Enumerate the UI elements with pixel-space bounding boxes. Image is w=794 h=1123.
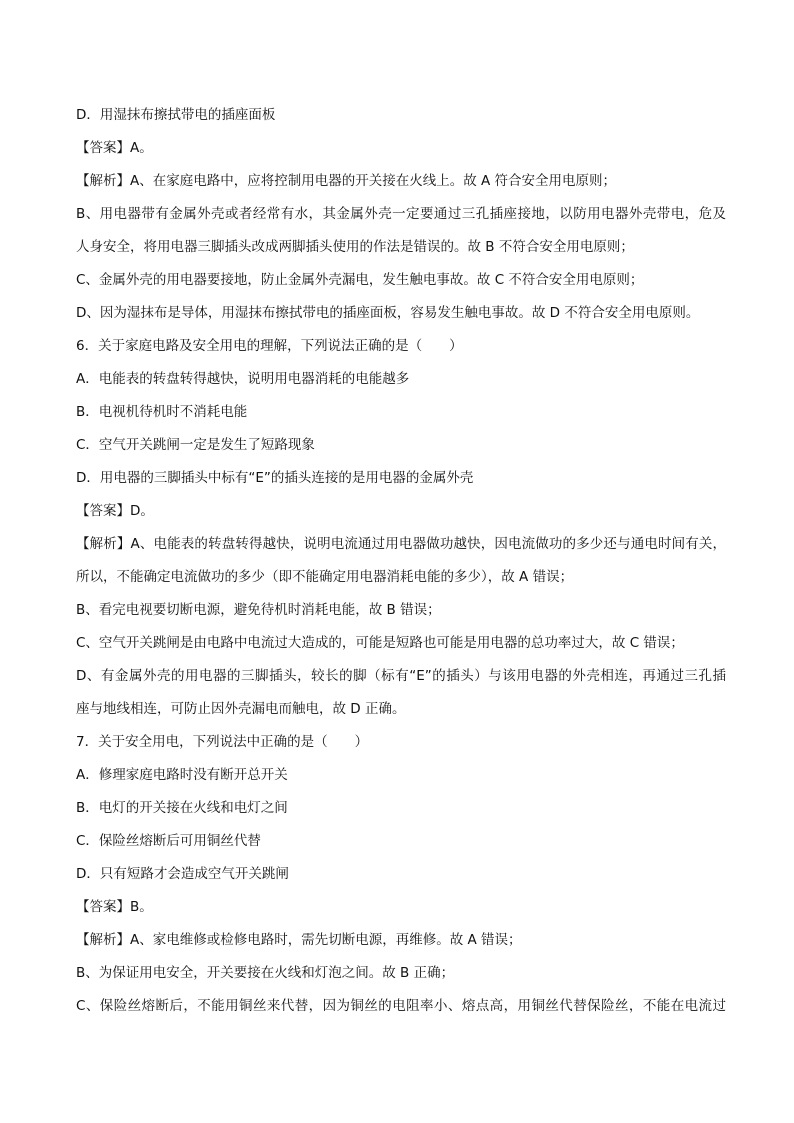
- question-7-title: 7．关于安全用电，下列说法中正确的是（ ）: [76, 734, 369, 750]
- analysis-line: 【解析】A、家电维修或检修电路时，需先切断电源，再维修。故 A 错误；: [76, 932, 522, 948]
- analysis-line: B、为保证用电安全，开关要接在火线和灯泡之间。故 B 正确；: [76, 965, 455, 981]
- analysis-line: 【解析】A、在家庭电路中，应将控制用电器的开关接在火线上。故 A 符合安全用电原则；: [76, 173, 617, 189]
- option-line: A．电能表的转盘转得越快，说明用电器消耗的电能越多: [76, 371, 410, 387]
- analysis-line: 人身安全，将用电器三脚插头改成两脚插头使用的作法是错误的。故 B 不符合安全用电原则；: [76, 239, 634, 255]
- option-line: D．用湿抹布擦拭带电的插座面板: [76, 107, 276, 123]
- option-line: B．电视机待机时不消耗电能: [76, 404, 248, 420]
- option-line: A．修理家庭电路时没有断开总开关: [76, 767, 288, 783]
- answer-line: 【答案】B。: [76, 899, 153, 915]
- analysis-line: D、有金属外壳的用电器的三脚插头，较长的脚（标有“E”的插头）与该用电器的外壳相连，再通过三孔插: [76, 668, 726, 684]
- analysis-line: 【解析】A、电能表的转盘转得越快，说明电流通过用电器做功越快，因电流做功的多少还与通电时间有关，: [76, 536, 726, 552]
- option-line: C．保险丝熔断后可用铜丝代替: [76, 833, 261, 849]
- option-line: C．空气开关跳闸一定是发生了短路现象: [76, 437, 315, 453]
- answer-line: 【答案】D。: [76, 503, 154, 519]
- question-6-title: 6．关于家庭电路及安全用电的理解，下列说法正确的是（ ）: [76, 338, 463, 354]
- option-line: D．只有短路才会造成空气开关跳闸: [76, 866, 289, 882]
- analysis-line: 座与地线相连，可防止因外壳漏电而触电，故 D 正确。: [76, 701, 406, 717]
- analysis-line: B、看完电视要切断电源，避免待机时消耗电能，故 B 错误；: [76, 602, 441, 618]
- answer-line: 【答案】A。: [76, 140, 153, 156]
- analysis-line: B、用电器带有金属外壳或者经常有水，其金属外壳一定要通过三孔插座接地，以防用电器外壳带电，危及: [76, 206, 726, 222]
- analysis-line: C、空气开关跳闸是由电路中电流过大造成的，可能是短路也可能是用电器的总功率过大，故 C 错误；: [76, 635, 684, 651]
- option-line: D．用电器的三脚插头中标有“E”的插头连接的是用电器的金属外壳: [76, 470, 474, 486]
- analysis-line: C、金属外壳的用电器要接地，防止金属外壳漏电，发生触电事故。故 C 不符合安全用电原则；: [76, 272, 644, 288]
- analysis-line: C、保险丝熔断后，不能用铜丝来代替，因为铜丝的电阻率小、熔点高，用铜丝代替保险丝，不能在电流过: [76, 998, 726, 1014]
- option-line: B．电灯的开关接在火线和电灯之间: [76, 800, 288, 816]
- analysis-line: D、因为湿抹布是导体，用湿抹布擦拭带电的插座面板，容易发生触电事故。故 D 不符合安全用电原则。: [76, 305, 700, 321]
- analysis-line: 所以，不能确定电流做功的多少（即不能确定用电器消耗电能的多少），故 A 错误；: [76, 569, 574, 585]
